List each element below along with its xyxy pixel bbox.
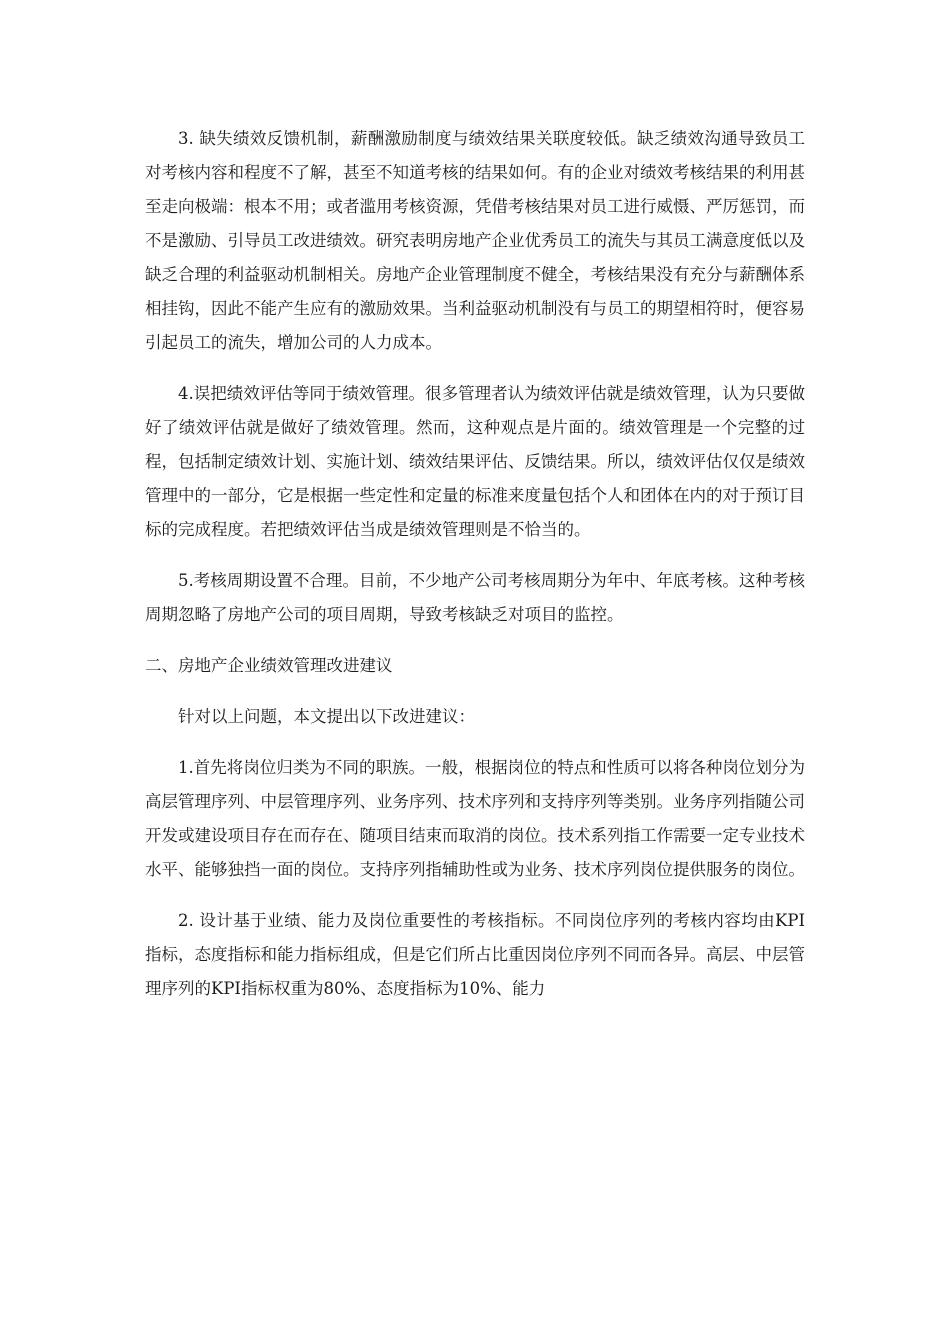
section-heading: 二、房地产企业绩效管理改进建议 [145,656,393,675]
paragraph-evaluation-vs-management: 4.误把绩效评估等同于绩效管理。很多管理者认为绩效评估就是绩效管理，认为只要做好了绩效评估就是做好了绩效管理。然而，这种观点是片面的。绩效管理是一个完整的过程，包括制定绩效计划、实施计划、绩效结果评估、反馈结果。所以，绩效评估仅仅是绩效管理中的一部分，它是根据一些定性和定量的标准来度量包括个人和团体在内的对于预订目标的完成程度。若把绩效评估当成是绩效管理则是不恰当的。 [145,384,805,539]
document-page [145,122,805,1023]
paragraph-intro-suggestions: 针对以上问题，本文提出以下改进建议： [178,707,475,726]
paragraph-assessment-cycle: 5.考核周期设置不合理。目前，不少地产公司考核周期分为年中、年底考核。这种考核周期忽略了房地产公司的项目周期，导致考核缺乏对项目的监控。 [145,571,805,624]
paragraph-kpi-design: 2. 设计基于业绩、能力及岗位重要性的考核指标。不同岗位序列的考核内容均由KPI指标，态度指标和能力指标组成，但是它们所占比重因岗位序列不同而各异。高层、中层管理序列的KPI指标权重为80%、态度指标为10%、能力 [145,911,805,998]
paragraph-job-families: 1.首先将岗位归类为不同的职族。一般，根据岗位的特点和性质可以将各种岗位划分为高层管理序列、中层管理序列、业务序列、技术序列和支持序列等类别。业务序列指随公司开发或建设项目存在而存在、随项目结束而取消的岗位。技术系列指工作需要一定专业技术水平、能够独挡一面的岗位。支持序列指辅助性或为业务、技术序列岗位提供服务的岗位。 [145,758,805,879]
paragraph-feedback-mechanism: 3. 缺失绩效反馈机制，薪酬激励制度与绩效结果关联度较低。缺乏绩效沟通导致员工对考核内容和程度不了解，甚至不知道考核的结果如何。有的企业对绩效考核结果的利用甚至走向极端：根本不用；或者滥用考核资源，凭借考核结果对员工进行威慑、严厉惩罚，而不是激励、引导员工改进绩效。研究表明房地产企业优秀员工的流失与其员工满意度低以及缺乏合理的利益驱动机制相关。房地产企业管理制度不健全，考核结果没有充分与薪酬体系相挂钩，因此不能产生应有的激励效果。当利益驱动机制没有与员工的期望相符时，便容易引起员工的流失，增加公司的人力成本。 [145,129,805,352]
